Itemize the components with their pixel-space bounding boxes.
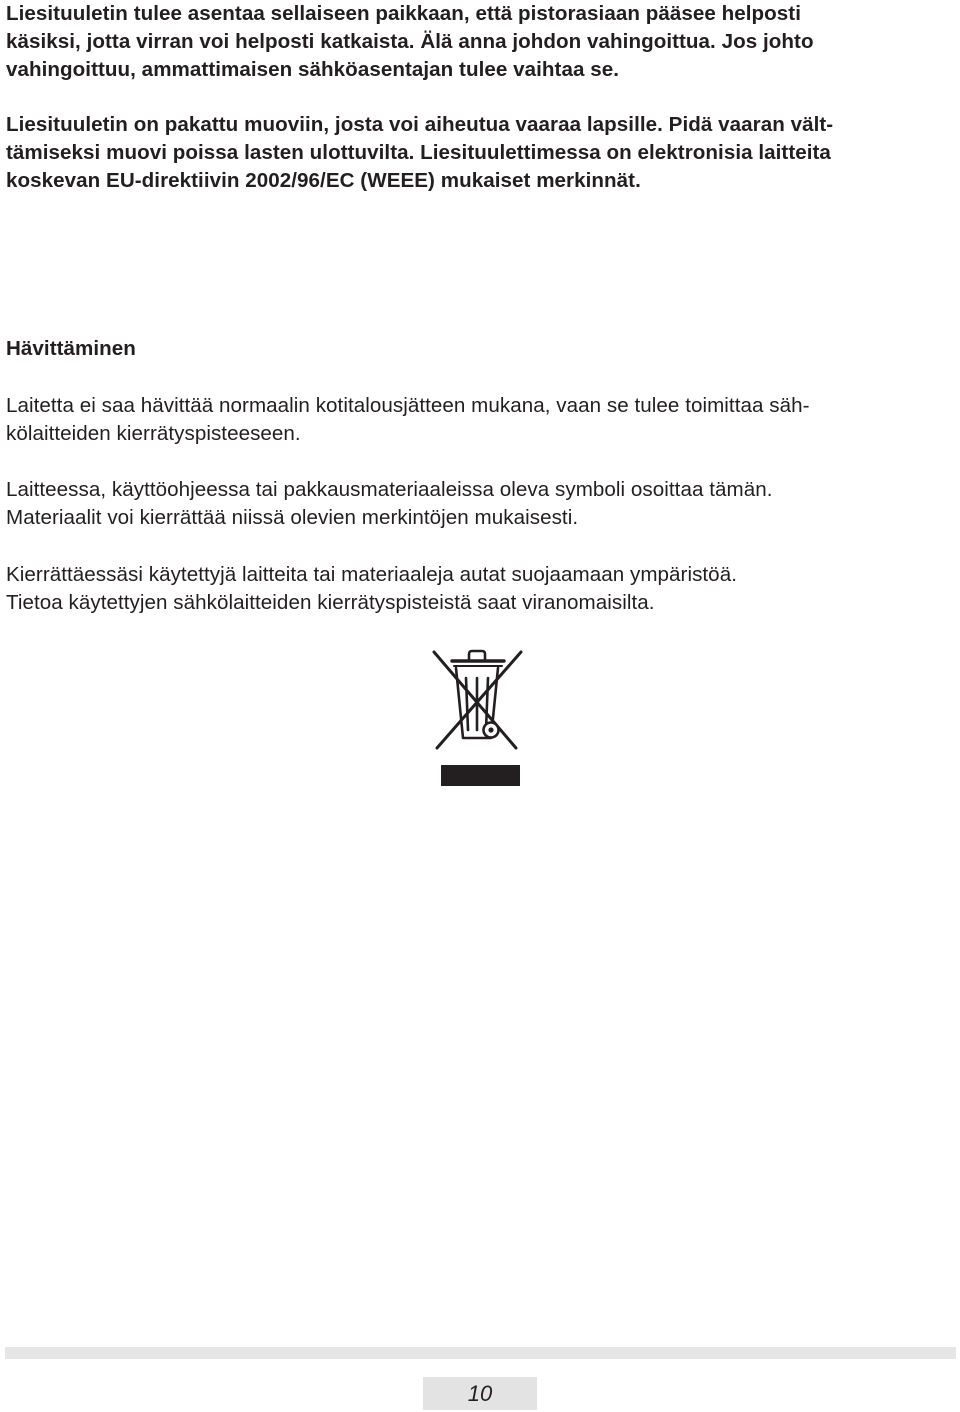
page-number: 10: [467, 1380, 493, 1406]
text-line: kölaitteiden kierrätyspisteeseen.: [6, 422, 301, 445]
text-line: tämiseksi muovi poissa lasten ulottuvilta. Liesituulettimessa on elektronisia laitteita: [6, 141, 831, 164]
footer-divider: [5, 1347, 956, 1359]
text-line: vahingoittuu, ammattimaisen sähköasentajan tulee vaihtaa se.: [6, 58, 619, 81]
text-line: Liesituuletin on pakattu muoviin, josta voi aiheutua vaaraa lapsille. Pidä vaaran vält-: [6, 113, 834, 136]
section-heading: Hävittäminen: [6, 337, 136, 360]
text-line: Kierrättäessäsi käytettyjä laitteita tai materiaaleja autat suojaamaan ympäristöä.: [6, 563, 737, 586]
text-line: käsiksi, jotta virran voi helposti katkaista. Älä anna johdon vahingoittua. Jos johto: [6, 30, 814, 53]
installation-paragraph: [6, 0, 946, 84]
crossed-out-wheelie-bin-icon: [430, 648, 524, 788]
text-line: Materiaalit voi kierrättää niissä olevien merkintöjen mukaisesti.: [6, 506, 579, 529]
text-line: Tietoa käytettyjen sähkölaitteiden kierrätyspisteistä saat viranomaisilta.: [6, 591, 655, 614]
text-line: Liesituuletin tulee asentaa sellaiseen paikkaan, että pistorasiaan pääsee helposti: [6, 2, 801, 25]
text-line: Laitteessa, käyttöohjeessa tai pakkausmateriaaleissa oleva symboli osoittaa tämän.: [6, 478, 773, 501]
recycling-paragraph: [6, 561, 946, 617]
text-line: koskevan EU-direktiivin 2002/96/EC (WEEE) mukaiset merkinnät.: [6, 169, 641, 192]
packaging-warning-paragraph: [6, 111, 946, 195]
disposal-paragraph: [6, 392, 946, 448]
symbol-paragraph: [6, 476, 946, 532]
page-number-box: [423, 1377, 537, 1410]
text-line: Laitetta ei saa hävittää normaalin kotitalousjätteen mukana, vaan se tulee toimittaa säh-: [6, 394, 810, 417]
